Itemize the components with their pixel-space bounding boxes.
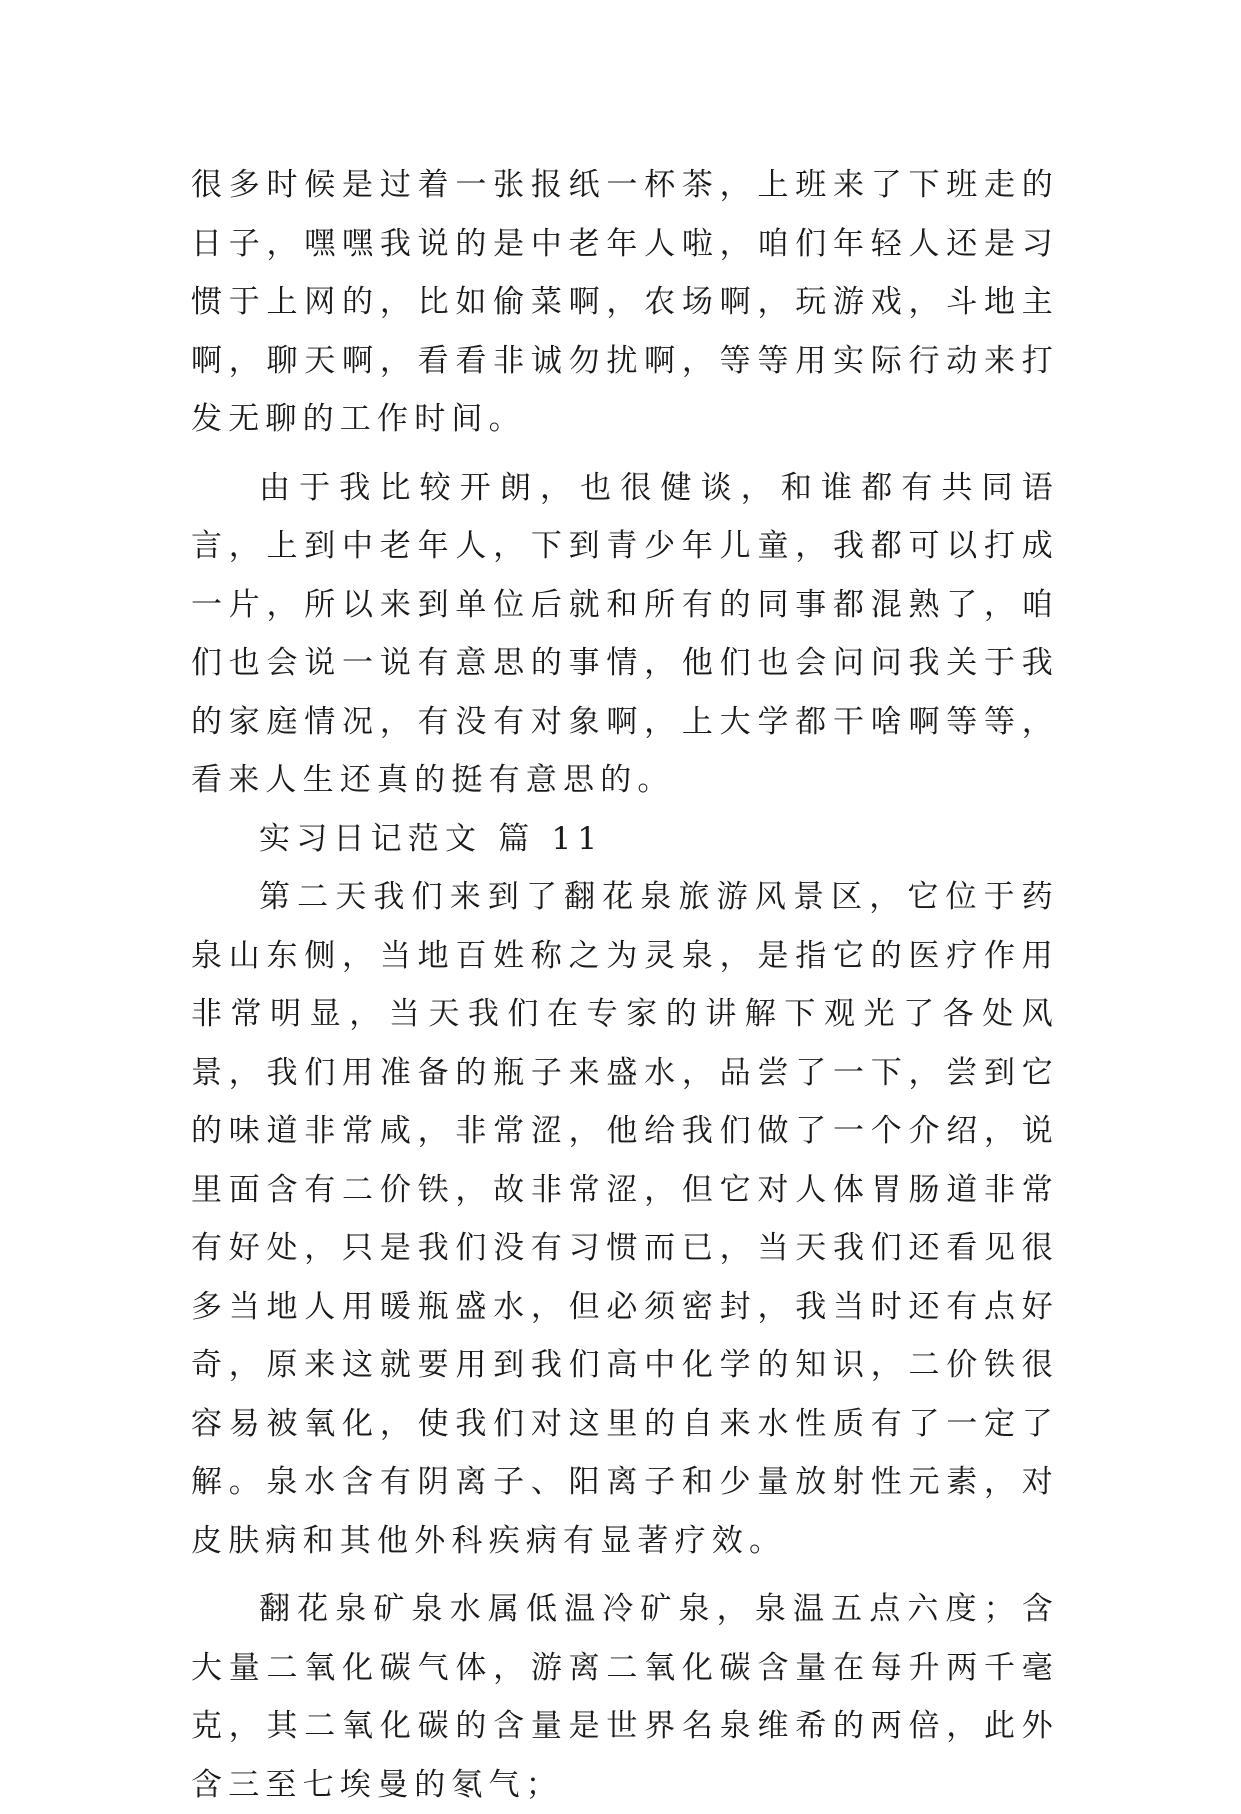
- paragraph: 翻花泉矿泉水属低温冷矿泉，泉温五点六度；含大量二氧化碳气体，游离二氧化碳含量在每升两千毫克，其二氧化碳的含量是世界名泉维希的两倍，此外含三至七埃曼的氡气；: [191, 1591, 1059, 1803]
- paragraph: 第二天我们来到了翻花泉旅游风景区，它位于药泉山东侧，当地百姓称之为灵泉，是指它的医疗作用非常明显，当天我们在专家的讲解下观光了各处风景，我们用准备的瓶子来盛水，品尝了一下，尝到它的味道非常咸，非常涩，他给我们做了一个介绍，说里面含有二价铁，故非常涩，但它对人体胃肠道非常有好处，只是我们没有习惯而已，当天我们还看见很多当地人用暖瓶盛水，但必须密封，我当时还有点好奇，原来这就要用到我们高中化学的知识，二价铁很容易被氧化，使我们对这里的自来水性质有了一定了解。泉水含有阴离子、阳离子和少量放射性元素，对皮肤病和其他外科疾病有显著疗效。: [191, 879, 1059, 1559]
- document-body: [191, 156, 1059, 1814]
- paragraph-continued: 很多时候是过着一张报纸一杯茶，上班来了下班走的日子，嘿嘿我说的是中老年人啦，咱们年轻人还是习惯于上网的，比如偷菜啊，农场啊，玩游戏，斗地主啊，聊天啊，看看非诚勿扰啊，等等用实际行动来打发无聊的工作时间。: [191, 167, 1059, 437]
- section-heading: 实习日记范文 篇 11: [259, 820, 604, 857]
- paragraph: 由于我比较开朗，也很健谈，和谁都有共同语言，上到中老年人，下到青少年儿童，我都可以打成一片，所以来到单位后就和所有的同事都混熟了，咱们也会说一说有意思的事情，他们也会问问我关于我的家庭情况，有没有对象啊，上大学都干啥啊等等，看来人生还真的挺有意思的。: [191, 469, 1059, 798]
